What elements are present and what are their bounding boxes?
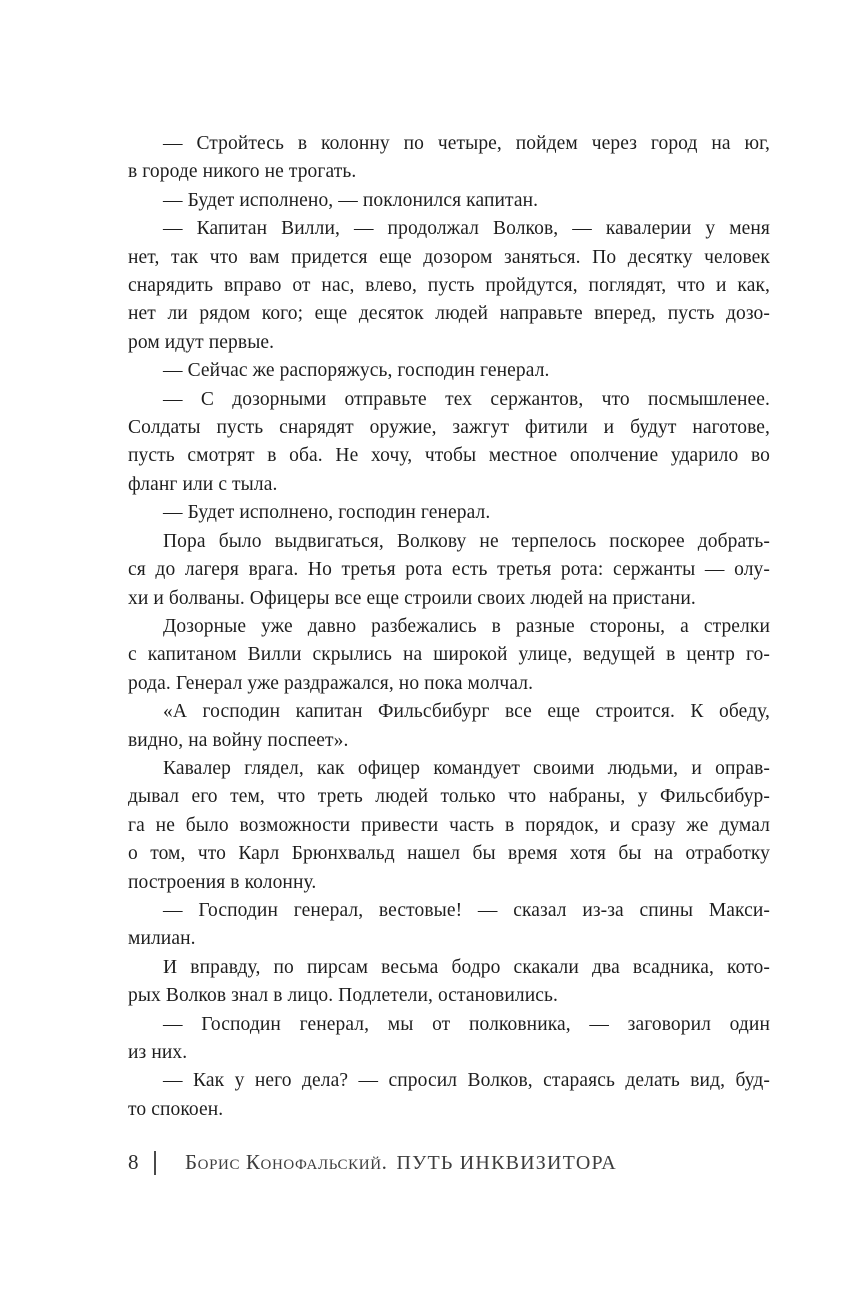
text-line: «А господин капитан Фильсбибург все еще строится. К обеду, <box>163 701 770 723</box>
text-line: Дозорные уже давно разбежались в разные стороны, а стрелки <box>163 615 770 637</box>
paragraph <box>128 357 770 385</box>
paragraph <box>128 386 770 500</box>
paragraph <box>128 528 770 613</box>
text-line: — Сейчас же распоряжусь, господин генерал. <box>163 360 550 382</box>
paragraph <box>128 215 770 357</box>
paragraph <box>128 499 770 527</box>
text-line: хи и болваны. Офицеры все еще строили своих людей на пристани. <box>128 587 696 609</box>
text-line: — Стройтесь в колонну по четыре, пойдем через город на юг, <box>163 133 770 154</box>
text-line: — Господин генерал, мы от полковника, — заговорил один <box>163 1013 770 1035</box>
paragraph <box>128 954 770 1011</box>
text-line: — Господин генерал, вестовые! — сказал из-за спины Макси- <box>163 899 770 921</box>
text-line: с капитаном Вилли скрылись на широкой улице, ведущей в центр го- <box>128 644 770 666</box>
paragraph <box>128 1011 770 1068</box>
text-line: из них. <box>128 1042 188 1063</box>
text-line: нет ли рядом кого; еще десяток людей направьте вперед, пусть дозо- <box>128 303 770 325</box>
text-line: дывал его тем, что треть людей только что набраны, у Фильсбибур- <box>128 786 770 808</box>
text-line: видно, на войну поспеет». <box>128 729 349 751</box>
text-line: в городе никого не трогать. <box>128 161 357 183</box>
text-line: — Будет исполнено, — поклонился капитан. <box>163 189 539 211</box>
running-title-book: ПУТЬ ИНКВИЗИТОРА <box>396 1152 617 1174</box>
text-line: — Будет исполнено, господин генерал. <box>163 502 491 524</box>
text-line: нет, так что вам придется еще дозором заняться. По десятку человек <box>128 246 770 268</box>
text-line: то спокоен. <box>128 1098 224 1120</box>
paragraph <box>128 755 770 897</box>
text-line: Кавалер глядел, как офицер командует своими людьми, и оправ- <box>163 757 770 779</box>
text-line: снарядить вправо от нас, влево, пусть пройдутся, поглядят, что и как, <box>128 275 770 297</box>
text-line: рода. Генерал уже раздражался, но пока молчал. <box>128 672 534 694</box>
page-number: 8 <box>128 1150 139 1174</box>
footer-divider <box>154 1151 156 1175</box>
text-line: фланг или с тыла. <box>128 473 278 495</box>
text-line: милиан. <box>128 928 196 950</box>
text-line: — С дозорными отправьте тех сержантов, что посмышленее. <box>163 388 770 410</box>
text-line: пусть смотрят в оба. Не хочу, чтобы местное ополчение ударило во <box>128 445 770 467</box>
text-line: Пора было выдвигаться, Волкову не терпелось поскорее добрать- <box>163 530 770 552</box>
page-footer <box>128 1150 770 1175</box>
text-line: о том, что Карл Брюнхвальд нашел бы время хотя бы на отработку <box>128 843 770 865</box>
running-title <box>185 1150 617 1175</box>
text-line: рых Волков знал в лицо. Подлетели, остановились. <box>128 985 558 1007</box>
running-title-author: Борис Конофальский. <box>185 1150 388 1174</box>
text-line: ром идут первые. <box>128 331 275 353</box>
paragraph <box>128 130 770 187</box>
paragraph <box>128 698 770 755</box>
paragraph <box>128 613 770 698</box>
text-line: ся до лагеря врага. Но третья рота есть третья рота: сержанты — олу- <box>128 559 770 581</box>
paragraph <box>128 897 770 954</box>
paragraph <box>128 1067 770 1124</box>
page-text <box>128 130 770 1124</box>
text-line: — Капитан Вилли, — продолжал Волков, — кавалерии у меня <box>163 218 770 240</box>
text-line: И вправду, по пирсам весьма бодро скакали два всадника, кото- <box>163 956 770 978</box>
text-line: Солдаты пусть снарядят оружие, зажгут фитили и будут наготове, <box>128 417 770 439</box>
text-line: га не было возможности привести часть в порядок, и сразу же думал <box>128 814 770 836</box>
text-line: построения в колонну. <box>128 871 317 893</box>
paragraph <box>128 187 770 215</box>
text-line: — Как у него дела? — спросил Волков, стараясь делать вид, буд- <box>163 1070 770 1092</box>
